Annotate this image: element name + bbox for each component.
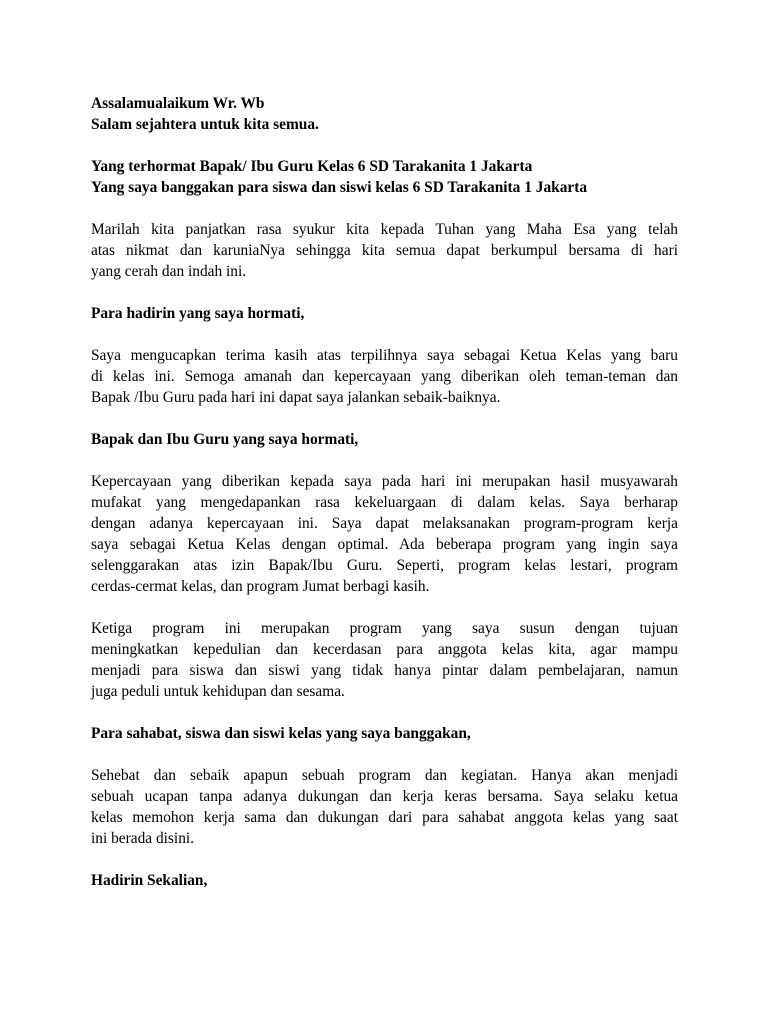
paragraph-line: selenggarakan atas izin Bapak/Ibu Guru. Seperti, program kelas lestari, program: [91, 557, 678, 574]
paragraph-line: cerdas-cermat kelas, dan program Jumat berbagi kasih.: [91, 578, 430, 595]
paragraph: [91, 618, 678, 702]
paragraph-line: di kelas ini. Semoga amanah dan kepercayaan yang diberikan oleh teman-teman dan: [91, 368, 678, 385]
address-line: Yang saya banggakan para siswa dan siswi kelas 6 SD Tarakanita 1 Jakarta: [91, 179, 588, 196]
paragraph-line: menjadi para siswa dan siswi yang tidak hanya pintar dalam pembelajaran, namun: [91, 662, 678, 679]
paragraph: [91, 765, 678, 849]
paragraph-line: ini berada disini.: [91, 830, 195, 847]
paragraph-line: Kepercayaan yang diberikan kepada saya pada hari ini merupakan hasil musyawarah: [91, 473, 678, 490]
address-line: Yang terhormat Bapak/ Ibu Guru Kelas 6 SD Tarakanita 1 Jakarta: [91, 158, 533, 175]
paragraph-line: dengan adanya kepercayaan ini. Saya dapat melaksanakan program-program kerja: [91, 515, 678, 532]
paragraph-line: Marilah kita panjatkan rasa syukur kita kepada Tuhan yang Maha Esa yang telah: [91, 221, 678, 238]
section-heading: Hadirin Sekalian,: [91, 872, 208, 889]
section-heading: Para hadirin yang saya hormati,: [91, 305, 305, 322]
paragraph-line: kelas memohon kerja sama dan dukungan dari para sahabat anggota kelas yang saat: [91, 809, 678, 826]
paragraph: [91, 471, 678, 597]
section-heading: Bapak dan Ibu Guru yang saya hormati,: [91, 431, 359, 448]
section-heading: Para sahabat, siswa dan siswi kelas yang saya banggakan,: [91, 725, 471, 742]
greeting-block: [91, 93, 678, 135]
paragraph-line: yang cerah dan indah ini.: [91, 263, 247, 280]
document-page: [91, 93, 678, 912]
paragraph-line: saya sebagai Ketua Kelas dengan optimal. Ada beberapa program yang ingin saya: [91, 536, 678, 553]
greeting-line: Salam sejahtera untuk kita semua.: [91, 116, 319, 133]
paragraph-line: Saya mengucapkan terima kasih atas terpilihnya saya sebagai Ketua Kelas yang baru: [91, 347, 678, 364]
address-block: [91, 156, 678, 198]
greeting-line: Assalamualaikum Wr. Wb: [91, 95, 265, 112]
paragraph-line: Sehebat dan sebaik apapun sebuah program dan kegiatan. Hanya akan menjadi: [91, 767, 678, 784]
paragraph-line: Ketiga program ini merupakan program yang saya susun dengan tujuan: [91, 620, 678, 637]
paragraph-line: Bapak /Ibu Guru pada hari ini dapat saya jalankan sebaik-baiknya.: [91, 389, 501, 406]
paragraph: [91, 345, 678, 408]
paragraph-line: juga peduli untuk kehidupan dan sesama.: [91, 683, 345, 700]
paragraph-line: atas nikmat dan karuniaNya sehingga kita semua dapat berkumpul bersama di hari: [91, 242, 678, 259]
paragraph-line: sebuah ucapan tanpa adanya dukungan dan kerja keras bersama. Saya selaku ketua: [91, 788, 678, 805]
paragraph-line: meningkatkan kepedulian dan kecerdasan para anggota kelas kita, agar mampu: [91, 641, 678, 658]
paragraph-line: mufakat yang mengedapankan rasa kekeluargaan di dalam kelas. Saya berharap: [91, 494, 678, 511]
paragraph: [91, 219, 678, 282]
